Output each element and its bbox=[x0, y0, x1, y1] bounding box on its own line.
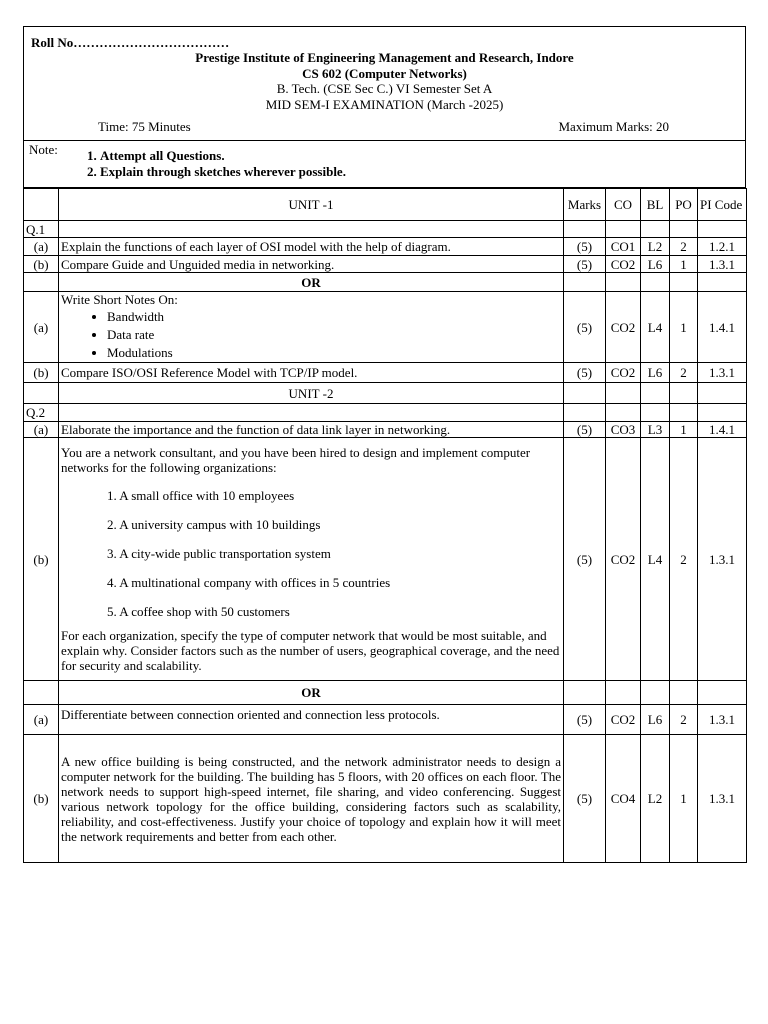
co: CO2 bbox=[606, 438, 641, 681]
sub-label: (b) bbox=[24, 735, 59, 863]
note-item: 1. Attempt all Questions. bbox=[100, 148, 346, 164]
co: CO2 bbox=[606, 705, 641, 735]
marks: (5) bbox=[564, 238, 606, 256]
col-marks: Marks bbox=[564, 189, 606, 221]
q1-label: Q.1 bbox=[24, 221, 59, 238]
list-item: • Data rate bbox=[107, 326, 561, 344]
marks: (5) bbox=[564, 705, 606, 735]
marks: (5) bbox=[564, 438, 606, 681]
question-text: You are a network consultant, and you have been hired to design and implement computer networks for the following organizations: bbox=[61, 445, 531, 475]
sub-label: (a) bbox=[24, 292, 59, 363]
bl: L2 bbox=[641, 238, 670, 256]
institute-name: Prestige Institute of Engineering Management and Research, Indore bbox=[195, 50, 574, 65]
bl: L6 bbox=[641, 256, 670, 273]
pi-code: 1.4.1 bbox=[698, 292, 747, 363]
exam-time: Time: 75 Minutes bbox=[98, 119, 191, 134]
sub-label: (b) bbox=[24, 256, 59, 273]
questions-table bbox=[23, 188, 747, 863]
co: CO3 bbox=[606, 422, 641, 438]
list-item: 1. A small office with 10 employees bbox=[107, 488, 295, 503]
unit2-heading: UNIT -2 bbox=[59, 383, 564, 404]
list-item: 3. A city-wide public transportation system bbox=[107, 546, 331, 561]
bl: L6 bbox=[641, 363, 670, 383]
sub-label: (a) bbox=[24, 238, 59, 256]
pi-code: 1.3.1 bbox=[698, 735, 747, 863]
sub-label: (a) bbox=[24, 705, 59, 735]
exam-name: MID SEM-I EXAMINATION (March -2025) bbox=[265, 96, 504, 112]
bl: L3 bbox=[641, 422, 670, 438]
question-text: A new office building is being constructed, and the network administrator needs to design a computer network for the building. The building has 5 floors, with 20 offices on each floor. The network needs to support high-speed internet, file sharing, and video conferencing. Suggest various network topology for the office building, considering factors such as scalability, reliability, and cost-effectiveness. Justify your choice of topology and explain how it will meet the network requirements and better from each other. bbox=[59, 735, 564, 863]
roll-number: Roll No……………………………… bbox=[31, 35, 230, 50]
question-cell bbox=[59, 292, 564, 363]
bl: L4 bbox=[641, 292, 670, 363]
col-po: PO bbox=[670, 189, 698, 221]
list-item: 2. A university campus with 10 buildings bbox=[107, 517, 321, 532]
max-marks: Maximum Marks: 20 bbox=[558, 119, 669, 134]
unit1-heading: UNIT -1 bbox=[59, 189, 564, 221]
or-label: OR bbox=[59, 681, 564, 705]
list-item: • Bandwidth bbox=[107, 308, 561, 326]
sub-label: (b) bbox=[24, 438, 59, 681]
bullet-list bbox=[61, 308, 561, 362]
header-titles bbox=[24, 50, 745, 112]
table-row bbox=[24, 363, 747, 383]
note-label: Note: bbox=[29, 142, 58, 157]
pi-code: 1.3.1 bbox=[698, 363, 747, 383]
unit2-row bbox=[24, 383, 747, 404]
question-tail: For each organization, specify the type of computer network that would be most suitable, and explain why. Consider factors such as the number of users, geographical coverage, and the need for security and scalability. bbox=[61, 628, 560, 673]
q1-row bbox=[24, 221, 747, 238]
question-text: Compare ISO/OSI Reference Model with TCP/IP model. bbox=[59, 363, 564, 383]
table-row bbox=[24, 735, 747, 863]
po: 2 bbox=[670, 705, 698, 735]
table-row bbox=[24, 292, 747, 363]
list-item: 5. A coffee shop with 50 customers bbox=[107, 604, 290, 619]
table-header-row bbox=[24, 189, 747, 221]
q2-row bbox=[24, 404, 747, 422]
exam-header bbox=[23, 26, 746, 141]
question-text: Write Short Notes On: bbox=[61, 292, 178, 307]
or-row bbox=[24, 681, 747, 705]
question-cell bbox=[59, 438, 564, 681]
pi-code: 1.3.1 bbox=[698, 438, 747, 681]
bl: L2 bbox=[641, 735, 670, 863]
po: 1 bbox=[670, 292, 698, 363]
co: CO2 bbox=[606, 256, 641, 273]
table-row bbox=[24, 256, 747, 273]
marks: (5) bbox=[564, 422, 606, 438]
or-label: OR bbox=[59, 273, 564, 292]
or-row bbox=[24, 273, 747, 292]
list-item: 4. A multinational company with offices in 5 countries bbox=[107, 575, 391, 590]
question-text: Explain the functions of each layer of OSI model with the help of diagram. bbox=[59, 238, 564, 256]
po: 1 bbox=[670, 256, 698, 273]
question-text: Compare Guide and Unguided media in networking. bbox=[59, 256, 564, 273]
bl: L4 bbox=[641, 438, 670, 681]
co: CO4 bbox=[606, 735, 641, 863]
marks: (5) bbox=[564, 363, 606, 383]
pi-code: 1.4.1 bbox=[698, 422, 747, 438]
course-name: CS 602 (Computer Networks) bbox=[302, 65, 467, 81]
co: CO2 bbox=[606, 292, 641, 363]
note-box bbox=[23, 141, 746, 188]
pi-code: 1.3.1 bbox=[698, 705, 747, 735]
col-bl: BL bbox=[641, 189, 670, 221]
question-text: Elaborate the importance and the function of data link layer in networking. bbox=[59, 422, 564, 438]
col-pi: PI Code bbox=[698, 189, 747, 221]
col-co: CO bbox=[606, 189, 641, 221]
blank-cell bbox=[24, 189, 59, 221]
bl: L6 bbox=[641, 705, 670, 735]
numbered-list bbox=[61, 481, 561, 626]
pi-code: 1.3.1 bbox=[698, 256, 747, 273]
list-item: • Modulations bbox=[107, 344, 561, 362]
po: 2 bbox=[670, 363, 698, 383]
sub-label: (b) bbox=[24, 363, 59, 383]
marks: (5) bbox=[564, 256, 606, 273]
note-item: 2. Explain through sketches wherever possible. bbox=[100, 164, 346, 180]
pi-code: 1.2.1 bbox=[698, 238, 747, 256]
marks: (5) bbox=[564, 735, 606, 863]
table-row bbox=[24, 438, 747, 681]
co: CO1 bbox=[606, 238, 641, 256]
table-row bbox=[24, 238, 747, 256]
exam-sheet bbox=[23, 26, 746, 863]
table-row bbox=[24, 422, 747, 438]
po: 1 bbox=[670, 735, 698, 863]
marks: (5) bbox=[564, 292, 606, 363]
sub-label: (a) bbox=[24, 422, 59, 438]
co: CO2 bbox=[606, 363, 641, 383]
program-name: B. Tech. (CSE Sec C.) VI Semester Set A bbox=[276, 81, 493, 96]
table-row bbox=[24, 705, 747, 735]
po: 1 bbox=[670, 422, 698, 438]
note-list bbox=[78, 148, 346, 180]
po: 2 bbox=[670, 438, 698, 681]
q2-label: Q.2 bbox=[24, 404, 59, 422]
po: 2 bbox=[670, 238, 698, 256]
question-text: Differentiate between connection oriented and connection less protocols. bbox=[59, 705, 564, 735]
